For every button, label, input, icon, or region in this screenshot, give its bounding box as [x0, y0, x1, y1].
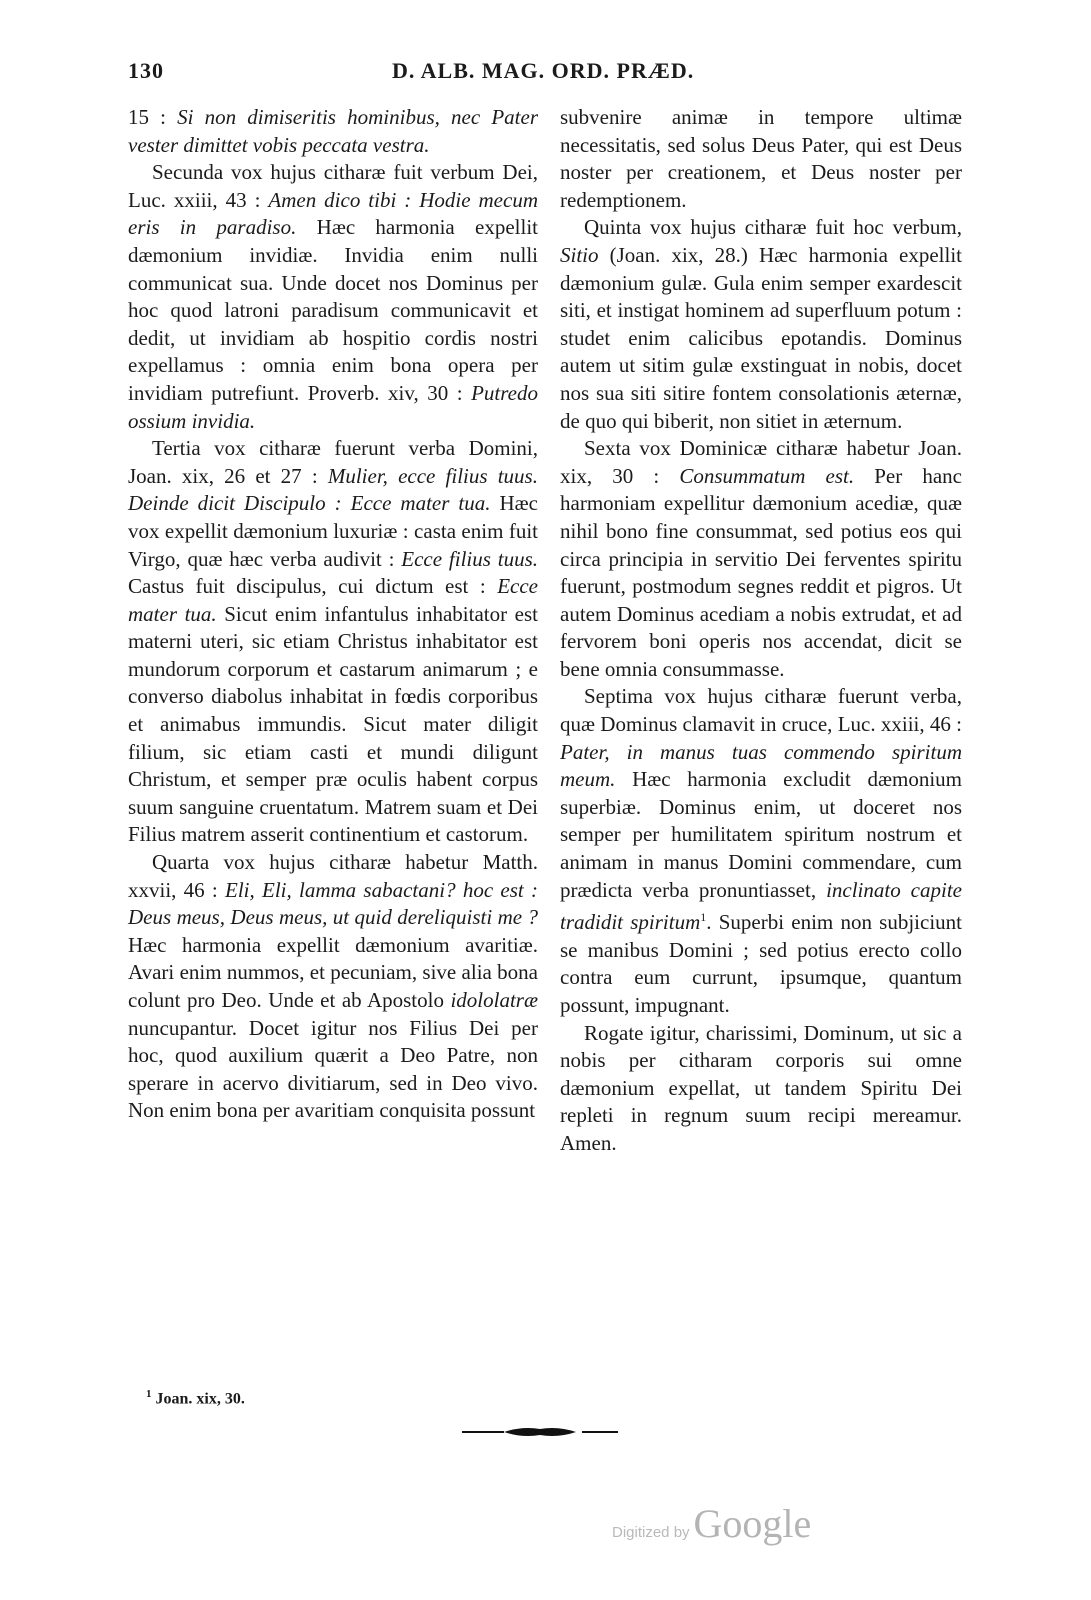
footnote-reference: 1 — [700, 910, 707, 925]
text-span: Quinta vox hujus citharæ fuit hoc verbum, — [584, 215, 962, 240]
italic-quote: inclinato capite tradidit spiritum — [560, 877, 962, 935]
text-span: Septima vox hujus citharæ fuerunt verba, quæ Dominus clamavit in cruce, Luc. xxiii, 46 : — [560, 684, 962, 737]
italic-quote: Consummatum est. — [679, 463, 855, 488]
text-span: Secunda vox hujus citharæ fuit verbum Dei, Luc. xxiii, 43 : — [128, 160, 538, 212]
text-span: subvenire animæ in tempore ultimæ necessitatis, sed solus Deus Pater, qui est Deus noster per creationem, et Deus noster per redemptionem. — [560, 105, 962, 212]
watermark-prefix: Digitized by — [612, 1524, 690, 1541]
text-span: Tertia vox citharæ fuerunt verba Domini, Joan. xix, 26 et 27 : — [128, 436, 538, 488]
italic-quote: Pater, in manus tuas commendo spiritum meum. — [560, 739, 962, 792]
italic-quote: Mulier, ecce filius tuus. Deinde dicit Discipulo : Ecce mater tua. — [128, 463, 538, 516]
italic-quote: Amen dico tibi : Hodie mecum eris in paradiso. — [128, 187, 538, 240]
text-span: nuncupantur. Docet igitur nos Filius Dei per hoc, quod auxilium quærit a Deo Patre, non sperare in acervo divitiarum, sed in Deo vivo. Non enim bona per avaritiam conquisita possunt — [128, 1015, 538, 1123]
text-span: Sexta vox Dominicæ citharæ habetur Joan. xix, 30 : — [560, 436, 962, 488]
italic-quote: Ecce filius tuus. — [401, 546, 538, 571]
text-span: (Joan. xix, 28.) Hæc harmonia expellit dæmonium gulæ. Gula enim semper exardescit siti, et instigat hominem ad superfluum potum : studet enim calicibus epotandis. Dominus autem ut sitim gulæ exstinguat in nobis, docet nos sua siti sitire fontem consolationis æternæ, de quo qui biberit, non sitiet in æternum. — [560, 242, 962, 433]
italic-quote: Sitio — [560, 242, 599, 267]
text-span: 15 : — [128, 105, 178, 129]
ornament-center — [504, 1428, 576, 1436]
italic-quote: idololatræ — [450, 988, 538, 1012]
text-span: Per hanc harmoniam expellitur dæmonium acediæ, quæ nihil bono fine consummat, sed potius eos qui circa principia in servitio Dei ferventes spiritu fuerunt, postmodum segnes reddit et pigros. Ut autem Dominus acediam a nobis extrudat, et ad fervorem boni operis nos accendat, dicit se bene omnia consummasse. — [560, 463, 962, 681]
italic-quote: Si non dimiseritis hominibus, nec Pater vester dimittet vobis peccata vestra. — [128, 105, 538, 157]
text-span: Quarta vox hujus citharæ habetur Matth. xxvii, 46 : — [128, 850, 538, 902]
right-column — [560, 104, 962, 1158]
text-span: Hæc vox expellit dæmonium luxuriæ : casta enim fuit Virgo, quæ hæc verba audivit : — [128, 491, 538, 571]
ornament-divider — [462, 1424, 618, 1440]
text-span: Hæc harmonia expellit dæmonium avaritiæ. Avari enim nummos, et pecuniam, sive alia bona colunt pro Deo. Unde et ab Apostolo — [128, 932, 538, 1012]
italic-quote: Eli, Eli, lamma sabactani? hoc est : Deus meus, Deus meus, ut quid dereliquisti me ? — [128, 877, 538, 930]
text-span: Rogate igitur, charissimi, Dominum, ut sic a nobis per citharam corporis sui omne dæmonium expellat, ut tandem Spiritu Dei repleti in regnum suum recipi mereamur. Amen. — [560, 1020, 962, 1155]
paragraph — [560, 104, 962, 214]
running-head: D. ALB. MAG. ORD. PRÆD. — [392, 58, 695, 83]
text-span: Hæc harmonia excludit dæmonium superbiæ. Dominus enim, ut doceret nos semper per humilitatem spiritum nostrum et animam in manus Domini commendare, cum prædicta verba pronuntiasset, — [560, 767, 962, 902]
left-column — [128, 104, 538, 1125]
paragraph — [560, 683, 962, 1019]
text-span: Hæc harmonia expellit dæmonium invidiæ. Invidia enim nulli communicat sua. Unde docet nos Dominus per hoc quod latroni paradisum communicavit et dedit, ut invidiam ab hospitio cordis nostri expellamus : omnia enim bona opera per invidiam putrefiunt. Proverb. xiv, 30 : — [128, 215, 539, 405]
italic-quote: Ecce mater tua. — [128, 574, 538, 626]
italic-quote: Putredo ossium invidia. — [128, 380, 538, 433]
paragraph — [560, 435, 962, 683]
paragraph — [128, 435, 538, 849]
digitized-watermark — [612, 1500, 811, 1547]
footnote — [146, 1388, 245, 1408]
footnote-mark: 1 — [146, 1388, 152, 1400]
paragraph — [128, 849, 538, 1125]
page-number: 130 — [128, 58, 164, 83]
paragraph — [128, 159, 538, 435]
text-span: . Superbi enim non subjiciunt se manibus Domini ; sed potius erecto collo contra eum currunt, ipsumque, quantum possunt, impugnant. — [560, 910, 962, 1017]
paragraph — [128, 104, 538, 159]
paragraph — [560, 1020, 962, 1158]
footnote-text: Joan. xix, 30. — [151, 1390, 245, 1408]
text-span: Sicut enim infantulus inhabitator est materni uteri, sic etiam Christus inhabitator est mundorum corporum et castarum animarum ; e converso diabolus inhabitat in fœdis corporibus et animabus immundis. Sicut mater diligit filium, sic etiam casti et mundi diligunt Christum, et semper præ oculis habent corpus suum sanguine cruentatum. Matrem suam et Dei Filius matrem asserit continentium et castorum. — [128, 601, 538, 847]
paragraph — [560, 214, 962, 435]
google-logo: Google — [693, 1501, 812, 1546]
text-span: Castus fuit discipulus, cui dictum est : — [128, 574, 498, 599]
